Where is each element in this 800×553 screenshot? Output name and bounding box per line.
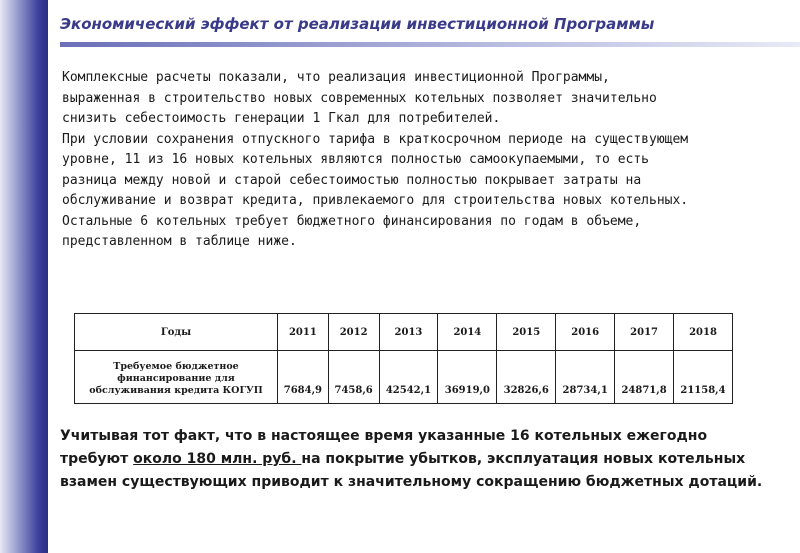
intro-line: выраженная в строительство новых современных котельных позволяет значительно (62, 90, 657, 106)
intro-line: снизить себестоимость генерации 1 Гкал для потребителей. (62, 111, 501, 126)
year-header-2018: 2018 (674, 314, 733, 351)
intro-line: разница между новой и старой себестоимостью полностью покрывает затраты на (62, 172, 642, 188)
conclusion-part-1: Учитывая тот факт, что в настоящее время указанные 16 котельных ежегодно требуют (60, 428, 708, 467)
table-header-row (75, 314, 733, 351)
intro-line: обслуживание и возврат кредита, привлекаемого для строительства новых котельных. (62, 193, 689, 208)
decorative-side-bar (0, 0, 48, 553)
budget-table (74, 313, 733, 404)
table-cell: 36919,0 (438, 351, 497, 404)
conclusion-text (60, 425, 780, 494)
table-row (75, 351, 733, 404)
table-cell: 7458,6 (328, 351, 379, 404)
intro-line: представленном в таблице ниже. (62, 234, 297, 249)
table-cell: 32826,6 (497, 351, 556, 404)
table-cell: 24871,8 (615, 351, 674, 404)
intro-line: Остальные 6 котельных требует бюджетного финансирования по годам в объеме, (62, 213, 642, 229)
table-cell: 28734,1 (556, 351, 615, 404)
year-header-2011: 2011 (278, 314, 329, 351)
title-underline (60, 42, 800, 47)
table-cell: 7684,9 (278, 351, 329, 404)
row-label: Требуемое бюджетное финансирование для обслуживания кредита КОГУП (75, 351, 278, 404)
slide-title: Экономический эффект от реализации инвестиционной Программы (60, 15, 655, 33)
conclusion-highlight: около 180 млн. руб. (133, 451, 302, 467)
table-cell: 21158,4 (674, 351, 733, 404)
years-header: Годы (75, 314, 278, 351)
conclusion-part-2: на покрытие убытков, эксплуатация новых котельных взамен существующих приводит к значительному сокращению бюджетных дотаций. (60, 451, 763, 490)
year-header-2017: 2017 (615, 314, 674, 351)
intro-line: уровне, 11 из 16 новых котельных являются полностью самоокупаемыми, то есть (62, 152, 649, 167)
intro-line: При условии сохранения отпускного тарифа в краткосрочном периоде на существующем (62, 131, 689, 147)
intro-line: Комплексные расчеты показали, что реализация инвестиционной Программы, (62, 70, 610, 85)
intro-text (62, 68, 782, 253)
year-header-2012: 2012 (328, 314, 379, 351)
year-header-2016: 2016 (556, 314, 615, 351)
year-header-2015: 2015 (497, 314, 556, 351)
table-cell: 42542,1 (379, 351, 438, 404)
year-header-2013: 2013 (379, 314, 438, 351)
year-header-2014: 2014 (438, 314, 497, 351)
